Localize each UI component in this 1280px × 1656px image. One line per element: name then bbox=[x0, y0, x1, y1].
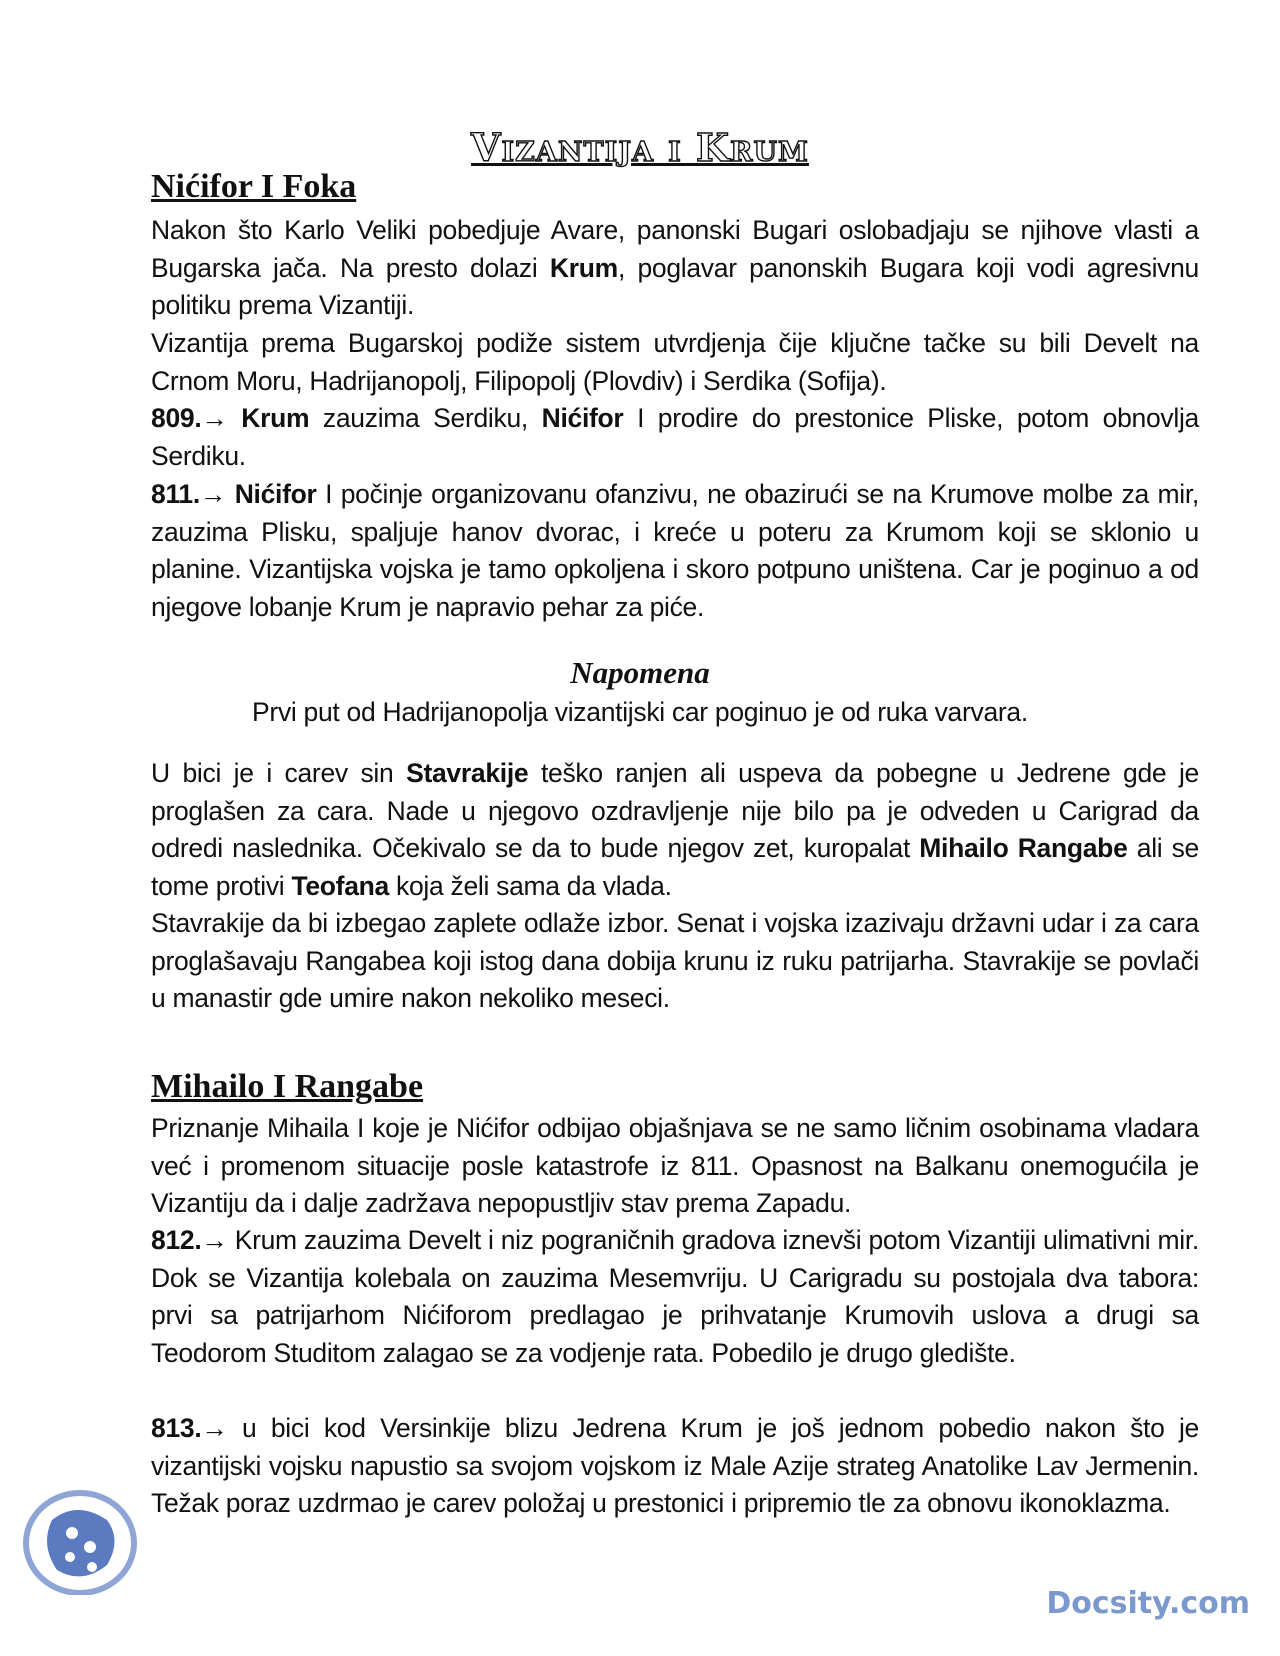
docsity-watermark[interactable]: Docsity.com bbox=[1046, 1586, 1250, 1621]
paragraph-stavrakije: U bici je i carev sin Stavrakije teško ranjen ali uspeva da pobegne u Jedrene gde je proglašen za cara. Nade u njegovo ozdravljenje nije bilo pa je odveden u Carigrad da odredi naslednika. Očekivalo se da to bude njegov zet, kuropalat Mihailo Rangabe ali se tome protivi Teofana koja želi sama da vlada. bbox=[151, 758, 1200, 901]
section-heading-nicifor: Nićifor I Foka bbox=[151, 168, 357, 205]
note-text: Prvi put od Hadrijanopolja vizantijski car poginuo je od ruka varvara. bbox=[252, 697, 1028, 727]
arrow-icon: → bbox=[201, 403, 228, 433]
page-title: Vizantija i Krum bbox=[471, 125, 809, 170]
paragraph-coup: Stavrakije da bi izbegao zaplete odlaže izbor. Senat i vojska izazivaju državni udar i za cara proglašavaju Rangabea koji istog dana dobija krunu iz ruku patrijarha. Stavrakije se povlači u manastir gde umire nakon nekoliko meseci. bbox=[151, 908, 1199, 1013]
paragraph-fortifications: Vizantija prema Bugarskoj podiže sistem utvrdjenja čije ključne tačke su bili Develt na Crnom Moru, Hadrijanopolj, Filipopolj (Plovdiv) i Serdika (Sofija). bbox=[151, 328, 1199, 396]
paragraph-mihailo-recognition: Priznanje Mihaila I koje je Nićifor odbijao objašnjava se ne samo ličnim osobinama vladara već i promenom situacije posle katastrofe iz 811. Opasnost na Balkanu onemogućila je Vizantiju da i dalje zadržava nepopustljiv stav prema Zapadu. bbox=[151, 1113, 1199, 1218]
docsity-logo-icon bbox=[22, 1485, 142, 1600]
note-title: Napomena bbox=[570, 655, 710, 690]
arrow-icon: → bbox=[201, 1413, 228, 1443]
paragraph-811: 811.→ Nićifor I počinje organizovanu ofanzivu, ne obazirući se na Krumove molbe za mir, zauzima Plisku, spaljuje hanov dvorac, i kreće u poteru za Krumom koji se sklonio u planine. Vizantijska vojska je tamo opkoljena i skoro potpuno uništena. Car je poginuo a od njegove lobanje Krum je napravio pehar za piće. bbox=[151, 479, 1199, 622]
arrow-icon: → bbox=[199, 479, 227, 509]
section-heading-mihailo: Mihailo I Rangabe bbox=[151, 1068, 424, 1105]
paragraph-813: 813.→ u bici kod Versinkije blizu Jedrena Krum je još jednom pobedio nakon što je vizantijski vojsku napustio sa svojom vojskom iz Male Azije strateg Anatolike Lav Jermenin. Težak poraz uzdrmao je carev položaj u prestonici i pripremio tle za obnovu ikonoklazma. bbox=[151, 1413, 1199, 1518]
paragraph-krum-intro: Nakon što Karlo Veliki pobedjuje Avare, panonski Bugari oslobadjaju se njihove vlasti a Bugarska jača. Na presto dolazi Krum, poglavar panonskih Bugara koji vodi agresivnu politiku prema Vizantiji. bbox=[151, 215, 1199, 320]
arrow-icon: → bbox=[201, 1225, 228, 1255]
paragraph-812: 812.→ Krum zauzima Develt i niz pograničnih gradova iznevši potom Vizantiji ulimativni mir. Dok se Vizantija kolebala on zauzima Mesemvriju. U Carigradu su postojala dva tabora: prvi sa patrijarhom Nićiforom predlagao je prihvatanje Krumovih uslova a drugi sa Teodorom Studitom zalagao se za vodjenje rata. Pobedilo je drugo gledište. bbox=[151, 1225, 1199, 1368]
paragraph-809: 809.→ Krum zauzima Serdiku, Nićifor I prodire do prestonice Pliske, potom obnovlja Serdiku. bbox=[151, 403, 1199, 471]
